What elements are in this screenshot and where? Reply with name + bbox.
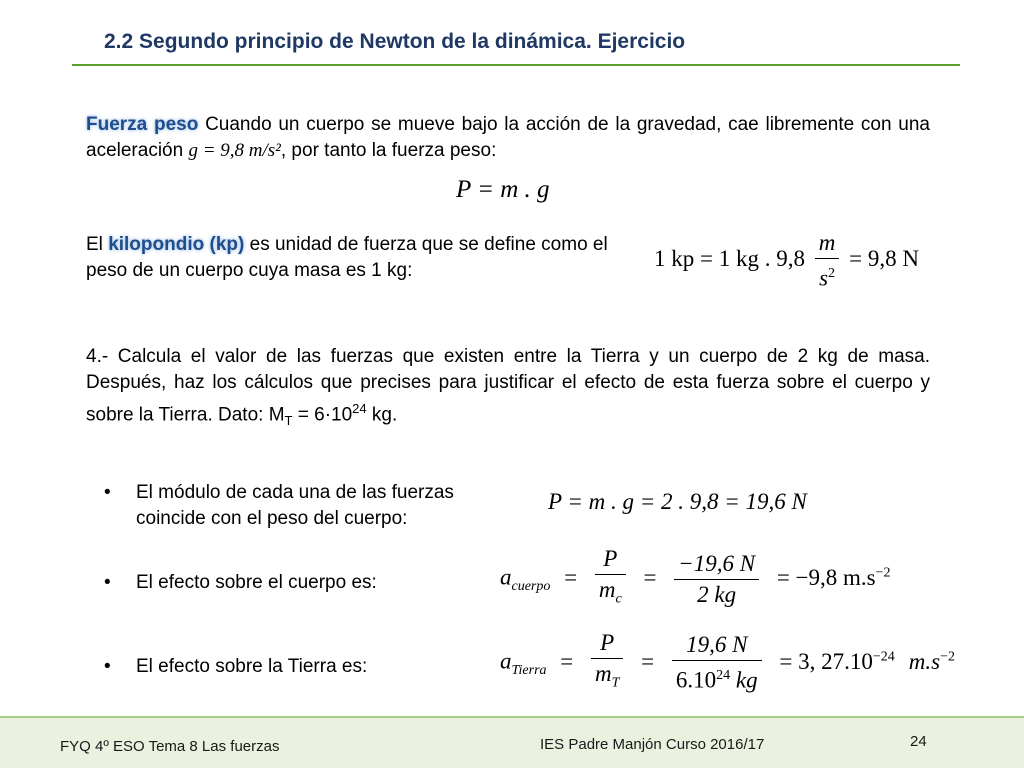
- a-cuerpo-symbol: a: [500, 564, 512, 590]
- exercise-paragraph: 4.- Calcula el valor de las fuerzas que existen entre la Tierra y un cuerpo de 2 kg de masa. Después, haz los cálculos que precises para justificar el efecto de esta fuerza sobre el cuerpo y sobre la Tierra. Dato: $M_T = 6\cdot 10^{24}$ kg.: [86, 346, 930, 429]
- bullet-1-symbol: •: [104, 482, 111, 503]
- bullet-2-symbol: •: [104, 572, 111, 593]
- footer-divider: [0, 716, 1024, 718]
- slide-title: 2.2 Segundo principio de Newton de la dinámica. Ejercicio: [104, 30, 686, 53]
- body-acceleration-equation: $a_{cuerpo}$ = $\frac{P}{m_c}$ = $\frac{-19,6 N}{2 kg}$ = −9,8 $m.s^{-2}$: [500, 544, 891, 615]
- intro-text-end: , por tanto la fuerza peso:: [280, 140, 497, 161]
- bullet-2-text: El efecto sobre el cuerpo es:: [136, 572, 377, 593]
- kilopondio-text: es unidad de fuerza que se define como el peso de un cuerpo cuya masa es 1 kg:: [86, 234, 608, 281]
- earth-value-fraction: $\frac{19,6 N}{6.10^{24} kg}$: [672, 630, 762, 696]
- kp-frac-den: $s^2$: [819, 265, 836, 291]
- a-tierra-symbol: a: [500, 648, 512, 674]
- bullet-1-text: El módulo de cada una de las fuerzas coincide con el peso del cuerpo:: [136, 482, 454, 529]
- kilopondio-prefix: El: [86, 234, 103, 255]
- weight-formula: P = m . g: [456, 176, 550, 203]
- kp-eq-left: 1 kp = 1 kg . 9,8: [654, 246, 805, 272]
- force-equation: P = m . g = 2 . 9,8 = 19,6 N: [548, 489, 807, 514]
- gravity-inline-formula: g = 9,8 m/s²: [188, 140, 281, 161]
- p-over-mt-fraction: $\frac{P}{m_T}$: [591, 628, 623, 699]
- bullet-3-symbol: •: [104, 656, 111, 677]
- title-divider: [72, 64, 960, 66]
- kp-eq-right: = 9,8 N: [849, 246, 919, 272]
- body-acceleration-result: = −9,8 $m.s^{-2}$: [776, 564, 891, 590]
- kp-frac-num: m: [815, 228, 840, 259]
- kp-fraction: [815, 228, 840, 294]
- page-number: 24: [910, 733, 927, 750]
- earth-acceleration-result: = 3, $27.10^{-24}$ $m.s^{-2}$: [779, 648, 955, 674]
- intro-paragraph: [86, 112, 930, 164]
- intro-text: Cuando un cuerpo se mueve bajo la acción de la gravedad, cae libremente con una aceleración: [86, 114, 930, 161]
- kilopondio-equation: [654, 228, 919, 294]
- kilopondio-highlight: kilopondio (kp): [108, 234, 245, 255]
- p-over-mc-fraction: $\frac{P}{m_c}$: [595, 544, 626, 615]
- fuerza-peso-highlight: Fuerza peso: [86, 114, 199, 135]
- earth-acceleration-equation: $a_{Tierra}$ = $\frac{P}{m_T}$ = $\frac{19,6 N}{6.10^{24} kg}$ = 3, $27.10^{-24}$ $m.s^{-2}$: [500, 628, 955, 699]
- footer-course: FYQ 4º ESO Tema 8 Las fuerzas: [60, 738, 280, 755]
- footer-school: IES Padre Manjón Curso 2016/17: [540, 736, 765, 753]
- body-value-fraction: $\frac{-19,6 N}{2 kg}$: [674, 549, 759, 610]
- bullet-3-text: El efecto sobre la Tierra es:: [136, 656, 368, 677]
- kilopondio-paragraph: [86, 232, 631, 284]
